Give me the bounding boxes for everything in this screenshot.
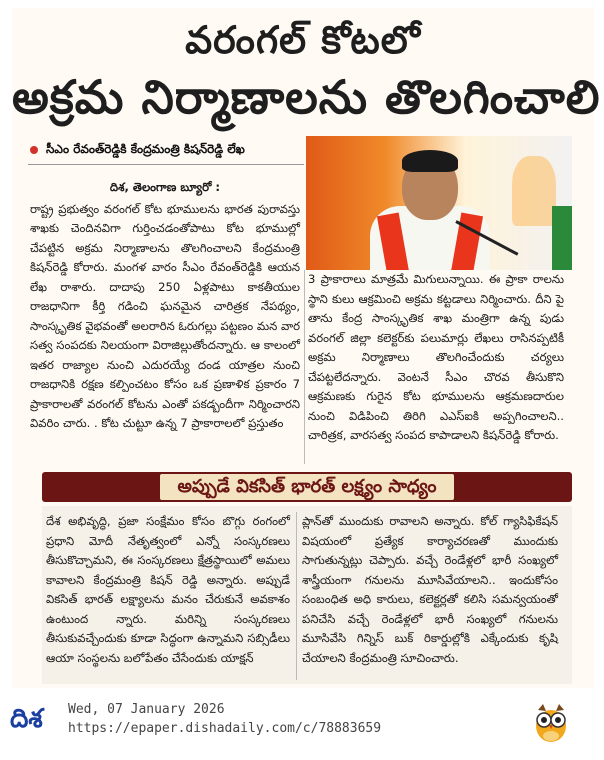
section-banner [42, 472, 572, 502]
photo-flag-stripe [552, 206, 572, 270]
article-column-1 [30, 178, 300, 434]
dateline: దిశ, తెలంగాణ బ్యూరో : [109, 180, 221, 194]
section-banner-title: అప్పుడే వికసిత్ భారత్ లక్ష్యం సాధ్యం [160, 474, 455, 500]
article-paragraph: రాష్ట్ర ప్రభుత్వం వరంగల్ కోట భూములను భారత పురావస్తు శాఖకు చెందినవిగా గుర్తించడంతోపాటు కోట భూముల్లో చేపట్టిన అక్రమ నిర్మాణాలను తొలగించాలని కేంద్రమంత్రి కిషన్‌రెడ్డి కోరారు. మంగళ వారం సీఎం రేవంత్‌రెడ్డికి ఆయన లేఖ రాశారు. దాదాపు 250 ఏళ్లపాటు కాకతీయుల రాజధానిగా కీర్తి గడించి ఘనమైన చారిత్రక నేపథ్యం, సాంస్కృతిక వైభవంతో అలరారిన ఓరుగల్లు పట్టణం మన వార సత్వ సంపదకు నిలయంగా విరాజిల్లుతోందన్నారు. ఆ కాలంలో ఇతర రాజ్యాల నుంచి ఎదురయ్యే దండ యాత్రల నుంచి రాజధానికి రక్షణ కల్పించటం కోసం ఒక ప్రణాళిక ప్రకారం 7 ప్రాకారాలతో వరంగల్ కోటను ఎంతో పకడ్బందీగా నిర్మించారని వివరిం చారు. . కోట చుట్టూ ఉన్న 7 ప్రాకారాలలో ప్రస్తుతం [30, 201, 300, 430]
headline-line-1: వరంగల్ కోటలో [185, 18, 421, 62]
subheadline [30, 142, 302, 159]
divider [28, 164, 304, 165]
publish-date: Wed, 07 January 2026 [68, 702, 225, 717]
subheadline-text: సీఎం రేవంత్‌రెడ్డికి కేంద్రమంత్రి కిషన్‌రెడ్డి లేఖ [46, 142, 245, 156]
epaper-link[interactable]: https://epaper.dishadaily.com/c/78883659 [68, 721, 382, 736]
headline-line-2: అక్రమ నిర్మాణాలను తొలగించాలి [12, 70, 601, 124]
bullet-icon [30, 146, 38, 154]
footer-meta [68, 700, 381, 738]
news-photo [306, 136, 572, 270]
owl-icon [532, 700, 570, 744]
article-paragraph: దేశ అభివృద్ధి, ప్రజా సంక్షేమం కోసం బొగ్గు రంగంలో ప్రధాని మోదీ నేతృత్వంలో ఎన్నో సంస్కరణలు తీసుకొచ్చామని, ఈ సంస్కరణలు క్షేత్రస్థాయిలో అమలు కావాలని కేంద్రమంత్రి కిషన్ రెడ్డి అన్నారు. అప్పుడే వికసిత్ భారత్ లక్ష్యాలను మనం చేరుకునే అవకాశం ఉంటుంద న్నారు. మరిన్ని సంస్కరణలు తీసుకువచ్చేందుకు కూడా సిద్ధంగా ఉన్నామని సబ్సిడీలు ఆయా సంస్థలను బలోపేతం చేసేందుకు యాక్షన్ [46, 514, 290, 665]
column-divider [296, 512, 297, 680]
article-paragraph: 3 ప్రాకారాలు మాత్రమే మిగులున్నాయి. ఈ ప్రాకా రాలను స్థాని కులు ఆక్రమించి అక్రమ కట్టడాలు నిర్మించారు. దీని పై తాను కేంద్ర సాంస్కృతిక శాఖ మంత్రిగా ఉన్న పుడు వరంగల్ జిల్లా కలెక్టర్‌కు పలుమార్లు లేఖలు రాసినప్పటికీ అక్రమ నిర్మాణాలు తొలగించేందుకు చర్యలు చేపట్టలేదన్నారు. వెంటనే సీఎం చొరవ తీసుకొని ఆక్రమణకు గురైన కోట భూములను ఆక్రమణదారుల నుంచి విడిపించి తిరిగి ఎఎస్‌ఐకి అప్పగించాలని.. చారిత్రక, వారసత్వ సంపద కాపాడాలని కిషన్‌రెడ్డి కోరారు. [308, 272, 564, 442]
disha-logo[interactable]: దిశ [10, 704, 43, 734]
sub-article-column-1 [46, 512, 290, 668]
photo-person-hair [402, 150, 458, 172]
epaper-footer [0, 692, 604, 760]
photo-background-emblem [512, 156, 556, 226]
article-column-2 [308, 270, 564, 446]
sub-article-column-2 [302, 512, 558, 668]
article-paragraph: ప్లాన్‌తో ముందుకు రావాలని అన్నారు. కోల్ గ్యాసిఫికేషన్ విషయంలో ప్రత్యేక కార్యాచరణతో ముందుకు సాగుతున్నట్లు చెప్పారు. వచ్చే రెండేళ్లలో భారీ సంఖ్యలో శాస్త్రీయంగా గనులను మూసివేయాలని.. ఇందుకోసం సంబంధిత అధి కారులు, కలెక్టర్లతో కలిసి సమన్వయంతో పనిచేసి వచ్చే రెండేళ్లలో భారీ సంఖ్యలో గనులను మూసివేసి గిన్నిస్ బుక్ రికార్డుల్లోకి ఎక్కేందుకు కృషి చేయాలని కేంద్రమంత్రి సూచించారు. [302, 514, 558, 665]
column-divider [304, 270, 305, 464]
